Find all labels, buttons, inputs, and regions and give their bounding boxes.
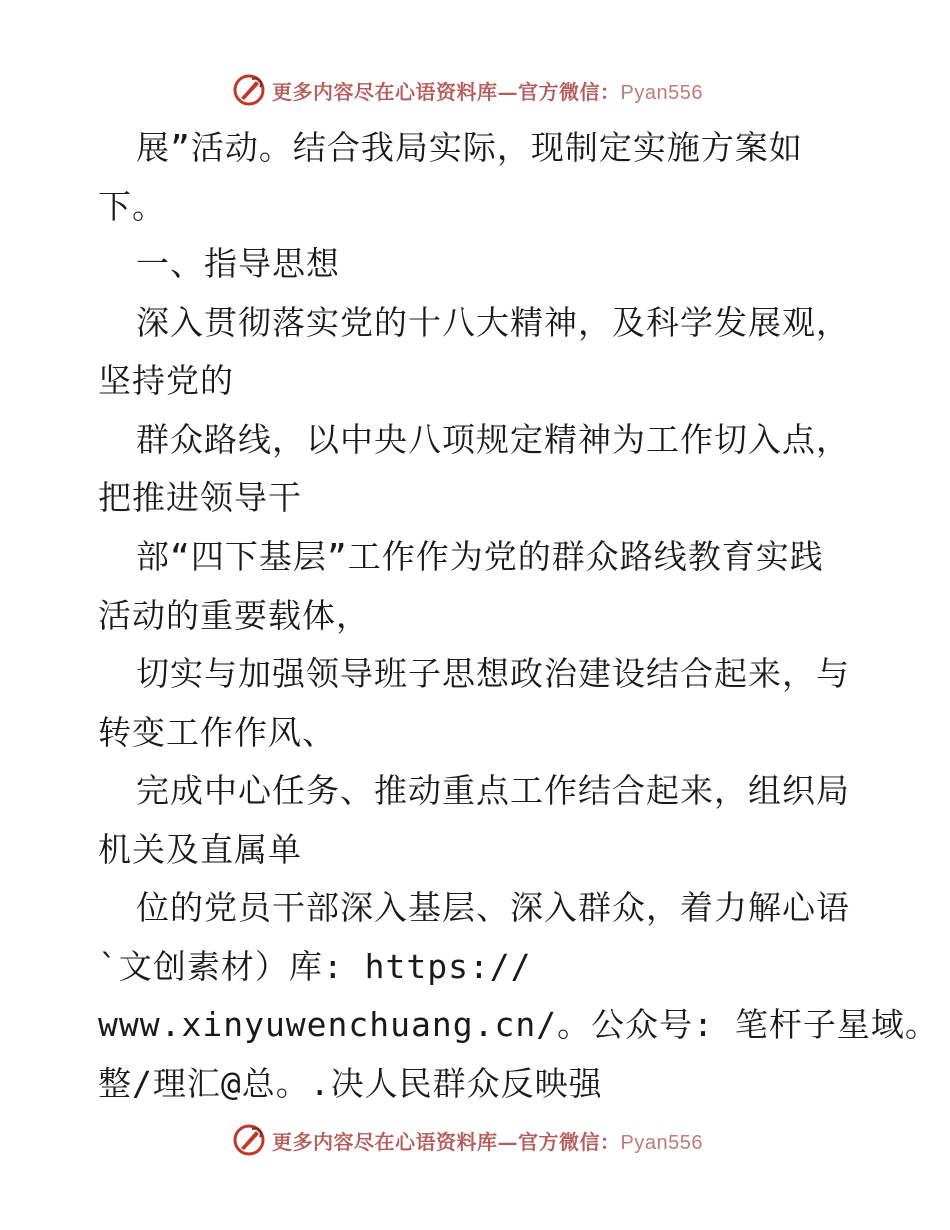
header-watermark [232, 70, 703, 110]
text-line: 下。 [98, 187, 166, 226]
text-line: 把推进领导干 [98, 478, 302, 517]
text-line: 展”活动。结合我局实际，现制定实施方案如 [136, 128, 803, 167]
text-line: 部“四下基层”工作作为党的群众路线教育实践 [136, 537, 824, 576]
text-line: 位的党员干部深入基层、深入群众，着力解心语 [136, 888, 850, 927]
watermark-account: Pyan556 [620, 81, 703, 104]
text-line: 完成中心任务、推动重点工作结合起来，组织局 [136, 771, 850, 810]
section-heading: 一、指导思想 [136, 244, 340, 283]
watermark-text [272, 1126, 703, 1155]
text-line: 活动的重要载体， [98, 596, 370, 635]
watermark-label: 更多内容尽在心语资料库—官方微信： [272, 79, 621, 104]
text-line: 切实与加强领导班子思想政治建设结合起来，与 [136, 654, 850, 693]
watermark-label: 更多内容尽在心语资料库—官方微信： [272, 1129, 621, 1154]
text-line: `文创素材）库: https:// [98, 947, 532, 986]
text-line: 坚持党的 [98, 361, 234, 400]
text-line: 深入贯彻落实党的十八大精神，及科学发展观， [136, 303, 850, 342]
text-line: 整/理汇@总。.决人民群众反映强 [98, 1064, 603, 1103]
footer-watermark [232, 1120, 703, 1160]
watermark-account: Pyan556 [620, 1131, 703, 1154]
text-line: 群众路线，以中央八项规定精神为工作切入点， [136, 420, 850, 459]
text-line: www.xinyuwenchuang.cn/。公众号: 笔杆子星域。 [98, 1005, 939, 1044]
text-line: 机关及直属单 [98, 830, 302, 869]
text-line: 转变工作作风、 [98, 713, 336, 752]
quill-logo-icon [232, 73, 266, 107]
watermark-text [272, 76, 703, 105]
quill-logo-icon [232, 1123, 266, 1157]
